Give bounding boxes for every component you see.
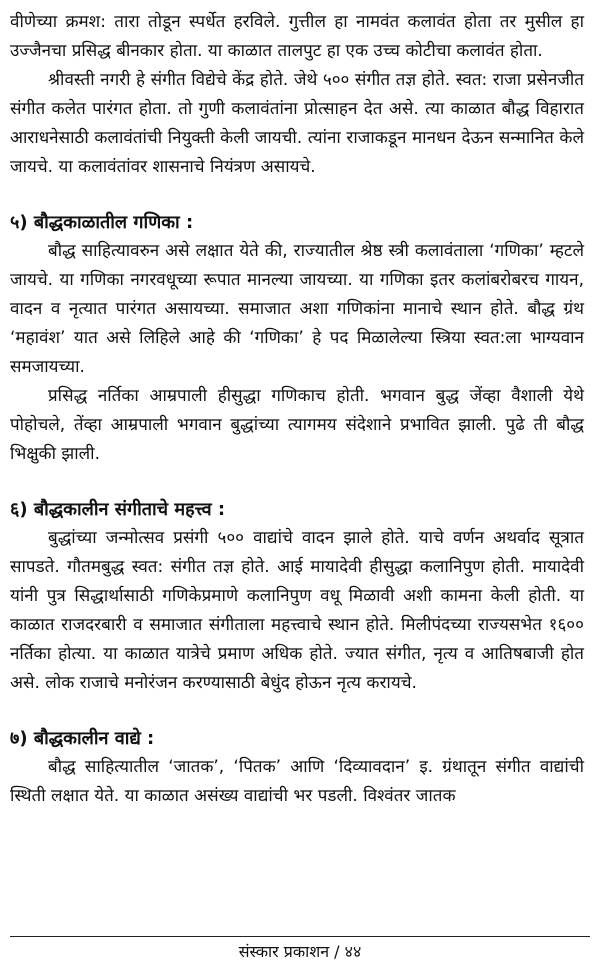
footer-divider [10,936,590,937]
paragraph-7-1: बौद्ध साहित्यातील ‘जातक’, ‘पितक’ आणि ‘दिव्यावदान’ इ. ग्रंथातून संगीत वाद्यांची स्थिती लक्षात येते. या काळात असंख्य वाद्यांची भर पडली. विश्वंतर जातक [10,757,584,806]
paragraph-6-1: बुद्धांच्या जन्मोत्सव प्रसंगी ५०० वाद्यांचे वादन झाले होते. याचे वर्णन अथर्वाद सूत्रात सापडते. गौतमबुद्ध स्वत: संगीत तज्ञ होते. आई मायादेवी हीसुद्धा कलानिपुण होती. मायादेवी यांनी पुत्र सिद्धार्थासाठी गणिकेप्रमाणे कलानिपुण वधू मिळावी अशी कामना केली होती. या काळात राजदरबारी व समाजात संगीताला महत्त्वाचे स्थान होते. मिलीपंदच्या राज्यसभेत १६०० नर्तिका होत्या. या काळात यात्रेचे प्रमाण अधिक होते. ज्यात संगीत, नृत्य व आतिषबाजी होत असे. लोक राजाचे मनोरंजन करण्यासाठी बेधुंद होऊन नृत्य करायचे. [10,528,584,693]
page-footer: संस्कार प्रकाशन / ४४ [238,942,362,961]
paragraph-5-1: बौद्ध साहित्यावरुन असे लक्षात येते की, राज्यातील श्रेष्ठ स्त्री कलावंताला ‘गणिका’ म्हटले जायचे. या गणिका नगरवधूच्या रूपात मानल्या जायच्या. या गणिका इतर कलांबरोबरच गायन, वादन व नृत्यात पारंगत असायच्या. समाजात अशा गणिकांना मानाचे स्थान होते. बौद्ध ग्रंथ ‘महावंश’ यात असे लिहिले आहे की ‘गणिका’ हे पद मिळालेल्या स्त्रिया स्वत:ला भाग्यवान समजायच्या. [10,241,584,377]
paragraph-intro-2: श्रीवस्ती नगरी हे संगीत विद्येचे केंद्र होते. जेथे ५०० संगीत तज्ञ होते. स्वत: राजा प्रसेनजीत संगीत कलेत पारंगत होता. तो गुणी कलावंतांना प्रोत्साहन देत असे. त्या काळात बौद्ध विहारात आराधनेसाठी कलावंतांची नियुक्ती केली जायची. त्यांना राजाकडून मानधन देऊन सन्मानित केले जायचे. या कलावंतांवर शासनाचे नियंत्रण असायचे. [10,70,584,177]
section-heading-6: ६) बौद्धकालीन संगीताचे महत्त्व : [10,499,226,520]
paragraph-intro-1: वीणेच्या क्रमश: तारा तोडून स्पर्धेत हरविले. गुत्तील हा नामवंत कलावंत होता तर मुसील हा उज्जैनचा प्रसिद्ध बीनकार होता. या काळात तालपुट हा एक उच्च कोटीचा कलावंत होता. [10,12,584,61]
paragraph-5-2: प्रसिद्ध नर्तिका आम्रपाली हीसुद्धा गणिकाच होती. भगवान बुद्ध जेंव्हा वैशाली येथे पोहोचले, तेंव्हा आम्रपाली भगवान बुद्धांच्या त्यागमय संदेशाने प्रभावित झाली. पुढे ती बौद्ध भिक्षुकी झाली. [10,386,584,464]
section-heading-7: ७) बौद्धकालीन वाद्ये : [10,728,155,749]
section-heading-5: ५) बौद्धकाळातील गणिका : [10,212,194,233]
